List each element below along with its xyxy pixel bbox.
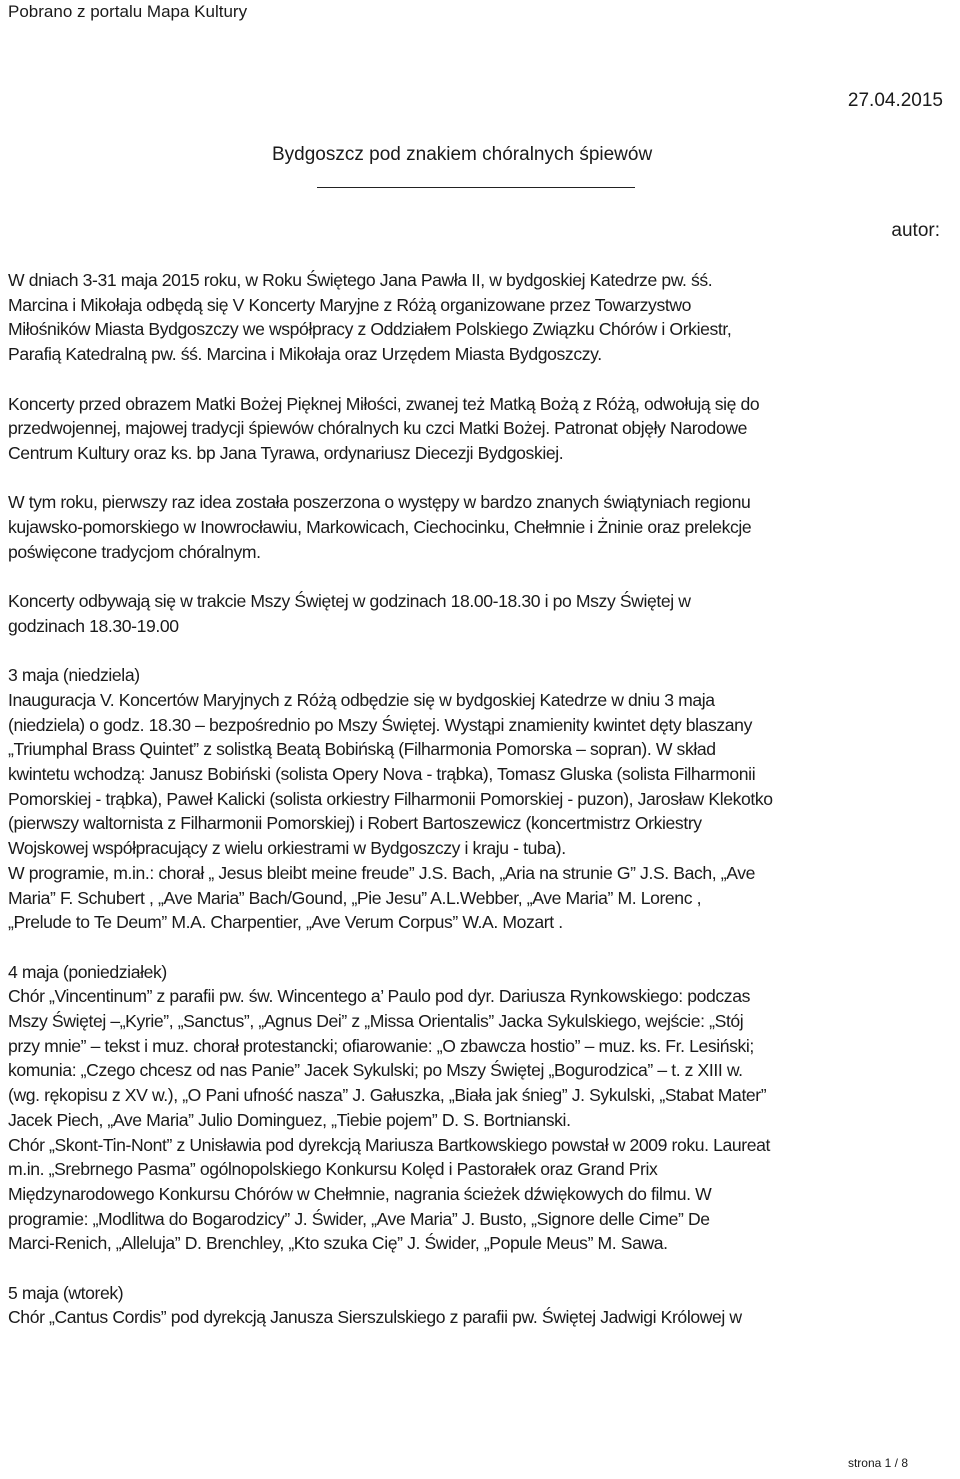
text-line: W programie, m.in.: chorał „ Jesus bleibt meine freude” J.S. Bach, „Aria na strunie G” J.S. Bach, „Ave (8, 862, 755, 883)
paragraph (8, 392, 960, 466)
text-line: Wojskowej współpracujący z wielu orkiestrami w Bydgoszczy i kraju - tuba). (8, 838, 566, 859)
text-line: (wg. rękopisu z XV w.), „O Pani ufność nasza” J. Gałuszka, „Biała jak śnieg” J. Sykulski, „Stabat Mater” (8, 1085, 767, 1106)
text-line: m.in. „Srebrnego Pasma” ogólnopolskiego Konkursu Kolęd i Pastorałek oraz Grand Prix (8, 1159, 658, 1180)
paragraph (8, 663, 960, 935)
article-date: 27.04.2015 (847, 90, 943, 111)
text-line: Inauguracja V. Koncertów Maryjnych z Różą odbędzie się w bydgoskiej Katedrze w dniu 3 maja (8, 689, 715, 710)
paragraph (8, 490, 960, 564)
text-line: Centrum Kultury oraz ks. bp Jana Tyrawa, ordynariusz Diecezji Bydgoskiej. (8, 442, 564, 463)
title-underline (317, 187, 635, 188)
text-line: Marcina i Mikołaja odbędą się V Koncerty Maryjne z Różą organizowane przez Towarzystwo (8, 294, 692, 315)
text-line: „Triumphal Brass Quintet” z solistką Beatą Bobińską (Filharmonia Pomorska – sopran). W skład (8, 739, 716, 760)
text-line: Koncerty przed obrazem Matki Bożej Pięknej Miłości, zwanej też Matką Bożą z Różą, odwołują się do (8, 393, 760, 414)
text-line: 4 maja (poniedziałek) (8, 961, 167, 982)
paragraph (8, 268, 960, 367)
author-label: autor: (891, 220, 940, 241)
paragraph (8, 1281, 960, 1330)
text-line: Miłośników Miasta Bydgoszczy we współpracy z Oddziałem Polskiego Związku Chórów i Orkiestr, (8, 319, 732, 340)
text-line: przedwojennej, majowej tradycji śpiewów chóralnych ku czci Matki Bożej. Patronat objęły Narodowe (8, 418, 748, 439)
article-title: Bydgoszcz pod znakiem chóralnych śpiewów (272, 144, 653, 165)
text-line: Chór „Skont-Tin-Nont” z Unisławia pod dyrekcją Mariusza Bartkowskiego powstał w 2009 roku. Laureat (8, 1134, 770, 1155)
text-line: 3 maja (niedziela) (8, 665, 140, 686)
text-line: poświęcone tradycjom chóralnym. (8, 541, 261, 562)
text-line: Maria” F. Schubert , „Ave Maria” Bach/Gound, „Pie Jesu” A.L.Webber, „Ave Maria” M. Lorenc , (8, 887, 702, 908)
text-line: W tym roku, pierwszy raz idea została poszerzona o występy w bardzo znanych świątyniach regionu (8, 492, 751, 513)
paragraph (8, 960, 960, 1256)
text-line: Marci-Renich, „Alleluja” D. Brenchley, „Kto szuka Cię” J. Świder, „Popule Meus” M. Sawa. (8, 1233, 668, 1254)
text-line: Pomorskiej - trąbka), Paweł Kalicki (solista orkiestry Filharmonii Pomorskiej - puzon), Jarosław Klekotko (8, 788, 773, 809)
text-line: 5 maja (wtorek) (8, 1282, 124, 1303)
portal-source-header: Pobrano z portalu Mapa Kultury (8, 2, 248, 21)
text-line: przy mnie” – tekst i muz. chorał protestancki; ofiarowanie: „O zbawcza hostio” – muz. ks. Fr. Lesiński; (8, 1035, 754, 1056)
text-line: Mszy Świętej –„Kyrie”, „Sanctus”, „Agnus Dei” z „Missa Orientalis” Jacka Sykulskiego, wejście: „Stój (8, 1011, 744, 1032)
text-line: godzinach 18.30-19.00 (8, 615, 179, 636)
text-line: kujawsko-pomorskiego w Inowrocławiu, Markowicach, Ciechocinku, Chełmnie i Żninie oraz prelekcje (8, 517, 752, 537)
text-line: W dniach 3-31 maja 2015 roku, w Roku Świętego Jana Pawła II, w bydgoskiej Katedrze pw. śś. (8, 270, 713, 290)
page-number: strona 1 / 8 (847, 1456, 908, 1470)
text-line: (pierwszy waltornista z Filharmonii Pomorskiej) i Robert Bartoszewicz (koncertmistrz Orkiestry (8, 813, 702, 834)
text-line: Chór „Cantus Cordis” pod dyrekcją Janusza Sierszulskiego z parafii pw. Świętej Jadwigi Królowej w (8, 1307, 742, 1328)
article-body (8, 268, 960, 1355)
text-line: programie: „Modlitwa do Bogarodzicy” J. Świder, „Ave Maria” J. Busto, „Signore delle Cime” De (8, 1208, 710, 1229)
text-line: Jacek Piech, „Ave Maria” Julio Dominguez, „Tiebie pojem” D. S. Bortnianski. (8, 1109, 571, 1130)
text-line: Parafią Katedralną pw. śś. Marcina i Mikołaja oraz Urzędem Miasta Bydgoszczy. (8, 344, 602, 365)
text-line: kwintetu wchodzą: Janusz Bobiński (solista Opery Nova - trąbka), Tomasz Gluska (solista Filharmonii (8, 764, 756, 784)
text-line: Koncerty odbywają się w trakcie Mszy Świętej w godzinach 18.00-18.30 i po Mszy Świętej w (8, 591, 691, 612)
text-line: (niedziela) o godz. 18.30 – bezpośrednio po Mszy Świętej. Wystąpi znamienity kwintet dęty blaszany (8, 714, 752, 735)
text-line: komunia: „Czego chcesz od nas Panie” Jacek Sykulski; po Mszy Świętej „Bogurodzica” – t. z XIII w. (8, 1060, 743, 1081)
text-line: Międzynarodowego Konkursu Chórów w Chełmnie, nagrania ścieżek dźwiękowych do filmu. W (8, 1183, 712, 1204)
text-line: „Prelude to Te Deum” M.A. Charpentier, „Ave Verum Corpus” W.A. Mozart . (8, 912, 563, 933)
paragraph (8, 589, 960, 638)
text-line: Chór „Vincentinum” z parafii pw. św. Wincentego a’ Paulo pod dyr. Dariusza Rynkowskiego: podczas (8, 986, 750, 1007)
